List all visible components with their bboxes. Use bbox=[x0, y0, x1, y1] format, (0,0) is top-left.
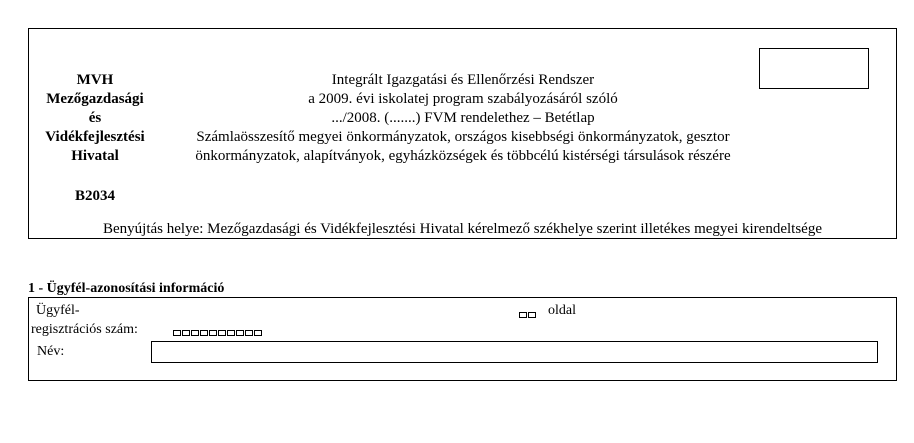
submission-place: Benyújtás helye: Mezőgazdasági és Vidékfejlesztési Hivatal kérelmező székhelye szerint illetékes megyei kirendeltsége bbox=[103, 221, 822, 237]
title-line: önkormányzatok, alapítványok, egyházközségek és többcélú kistérségi társulások részére bbox=[195, 148, 731, 164]
page-number-field[interactable] bbox=[519, 306, 537, 324]
page-label: oldal bbox=[548, 303, 576, 318]
reg-digit-box[interactable] bbox=[191, 330, 199, 336]
reg-digit-box[interactable] bbox=[182, 330, 190, 336]
reg-digit-box[interactable] bbox=[173, 330, 181, 336]
reg-digit-box[interactable] bbox=[209, 330, 217, 336]
form-title-block bbox=[150, 71, 776, 166]
reg-label-line1: Ügyfél- bbox=[36, 303, 80, 318]
section-1-title: 1 - Ügyfél-azonosítási információ bbox=[28, 281, 225, 296]
name-field[interactable] bbox=[151, 341, 878, 363]
org-line: Mezőgazdasági bbox=[46, 91, 144, 107]
reg-label-line2: regisztrációs szám: bbox=[31, 322, 138, 337]
form-code: B2034 bbox=[74, 188, 115, 204]
reg-digit-box[interactable] bbox=[200, 330, 208, 336]
title-line: Számlaösszesítő megyei önkormányzatok, országos kisebbségi önkormányzatok, gesztor bbox=[196, 129, 730, 145]
reg-digit-box[interactable] bbox=[227, 330, 235, 336]
reg-digit-box[interactable] bbox=[236, 330, 244, 336]
org-line: MVH bbox=[76, 72, 114, 88]
page-digit-box[interactable] bbox=[519, 312, 527, 318]
reg-digit-box[interactable] bbox=[218, 330, 226, 336]
name-label: Név: bbox=[37, 344, 65, 359]
title-line: Integrált Igazgatási és Ellenőrzési Rendszer bbox=[331, 72, 595, 88]
org-line: Vidékfejlesztési bbox=[45, 129, 145, 145]
reg-digit-box[interactable] bbox=[245, 330, 253, 336]
title-line: a 2009. évi iskolatej program szabályozásáról szóló bbox=[308, 91, 618, 107]
org-line: Hivatal bbox=[71, 148, 119, 164]
registration-number-field[interactable] bbox=[173, 324, 263, 342]
org-line: és bbox=[88, 110, 102, 126]
reg-digit-box[interactable] bbox=[254, 330, 262, 336]
title-line: .../2008. (.......) FVM rendelethez – Betétlap bbox=[331, 110, 595, 126]
page-digit-box[interactable] bbox=[528, 312, 536, 318]
org-name bbox=[30, 71, 160, 166]
section-1-box bbox=[28, 297, 897, 381]
